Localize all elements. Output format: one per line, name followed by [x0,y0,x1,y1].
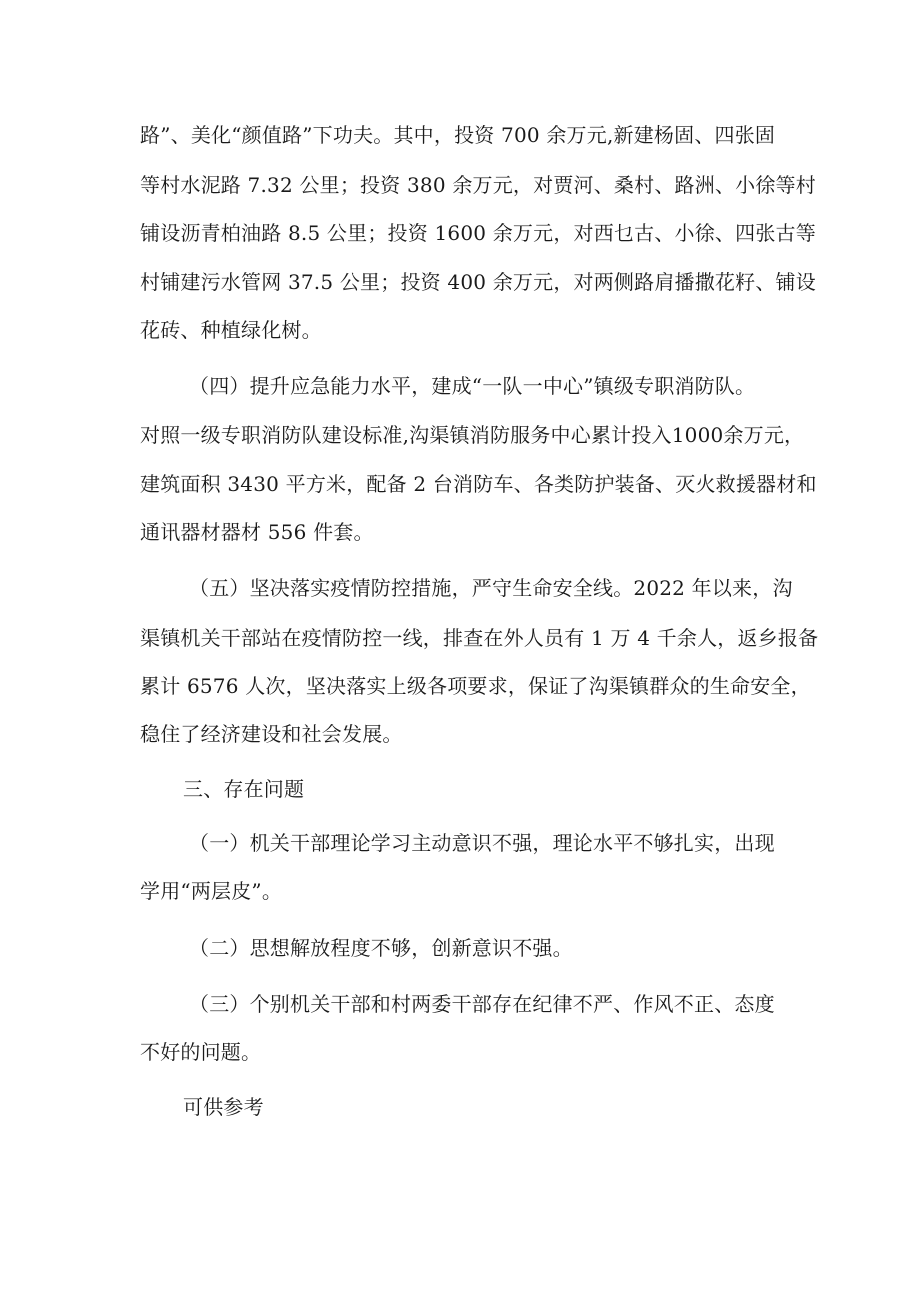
section-heading-4: （四）提升应急能力水平，建成“一队一中心”镇级专职消防队。 [189,374,756,398]
paragraph-line: 稳住了经济建设和社会发展。 [140,722,403,746]
section-title-problems: 三、存在问题 [183,777,305,801]
section-heading-5: （五）坚决落实疫情防控措施，严守生命安全线。2022 年以来，沟 [189,576,793,600]
paragraph-line: 村铺建污水管网 37.5 公里；投资 400 余万元，对两侧路肩播撒花籽、铺设 [140,270,816,294]
paragraph-line: 等村水泥路 7.32 公里；投资 380 余万元，对贾河、桑村、路洲、小徐等村 [140,173,816,197]
paragraph-line: 学用“两层皮”。 [140,879,283,903]
paragraph-line: 通讯器材器材 556 件套。 [140,520,374,544]
paragraph-line: 路”、美化“颜值路”下功夫。其中，投资 700 余万元,新建杨固、四张固 [140,123,776,147]
closing-note: 可供参考 [183,1095,264,1119]
paragraph-line: 不好的问题。 [140,1040,262,1064]
paragraph-line: 花砖、种植绿化树。 [140,318,322,342]
paragraph-line: 累计 6576 人次，坚决落实上级各项要求，保证了沟渠镇群众的生命安全， [140,674,811,698]
paragraph-line: 对照一级专职消防队建设标准,沟渠镇消防服务中心累计投入1000余万元， [140,423,805,447]
problem-item-3: （三）个别机关干部和村两委干部存在纪律不严、作风不正、态度 [189,992,775,1016]
problem-item-1: （一）机关干部理论学习主动意识不强，理论水平不够扎实，出现 [189,831,775,855]
paragraph-line: 渠镇机关干部站在疫情防控一线，排查在外人员有 1 万 4 千余人，返乡报备 [140,626,819,650]
paragraph-line: 铺设沥青柏油路 8.5 公里；投资 1600 余万元，对西乜古、小徐、四张古等 [140,221,816,245]
problem-item-2: （二）思想解放程度不够，创新意识不强。 [189,936,573,960]
paragraph-line: 建筑面积 3430 平方米，配备 2 台消防车、各类防护装备、灭火救援器材和 [140,472,817,496]
